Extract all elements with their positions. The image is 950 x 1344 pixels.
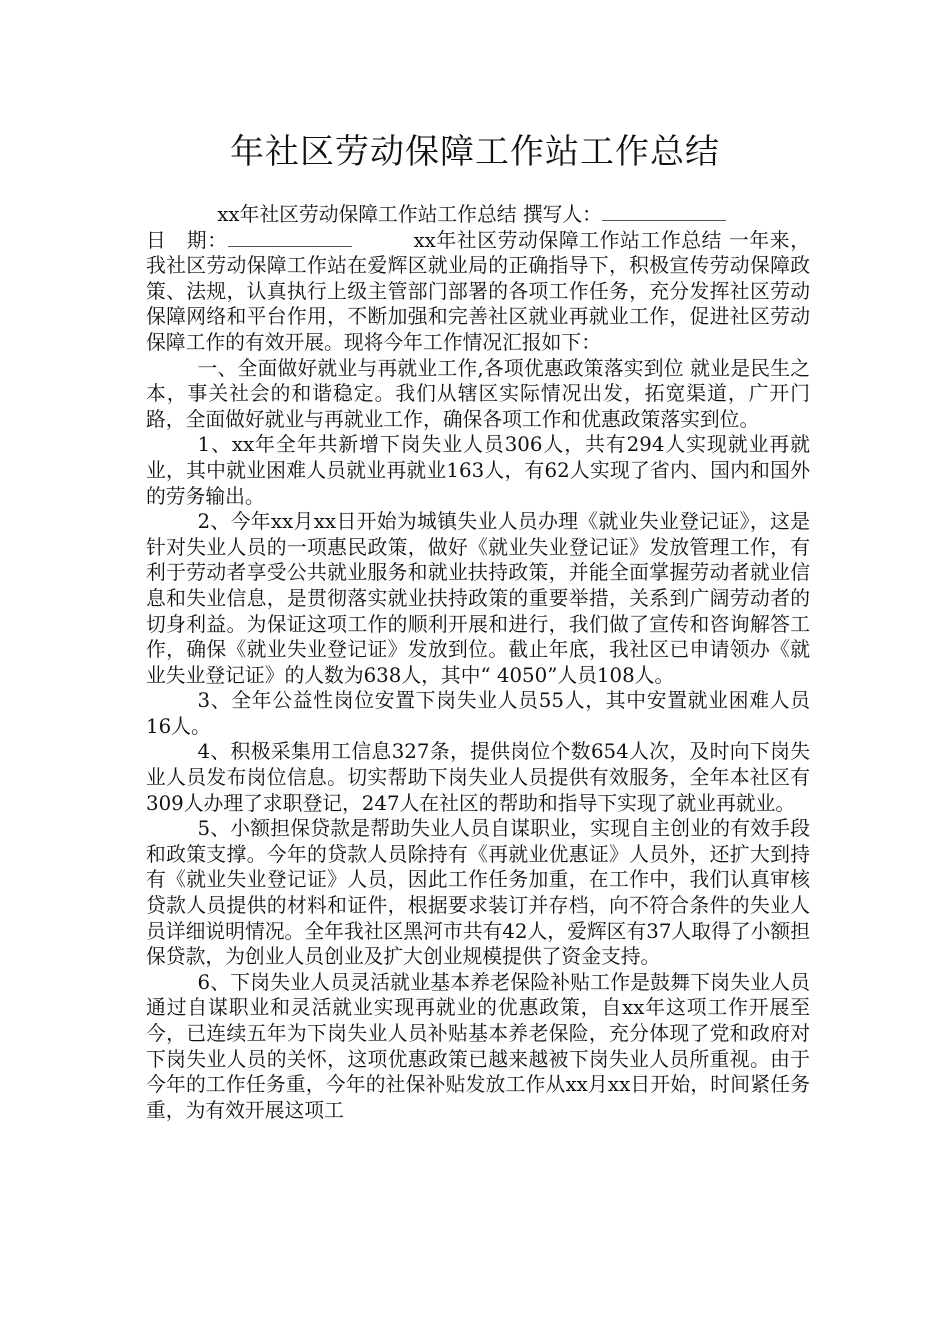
author-label: 撰写人： <box>522 203 602 226</box>
item-three-paragraph: 3、全年公益性岗位安置下岗失业人员55人，其中安置就业困难人员16人。 <box>146 689 810 738</box>
section-one-paragraph: 一、全面做好就业与再就业工作,各项优惠政策落实到位 就业是民生之本，事关社会的和谐稳定。我们从辖区实际情况出发，拓宽渠道，广开门路，全面做好就业与再就业工作，确保各项工作和优惠政策落实到位。 <box>146 356 810 431</box>
item-two-paragraph: 2、今年xx月xx日开始为城镇失业人员办理《就业失业登记证》，这是针对失业人员的一项惠民政策，做好《就业失业登记证》发放管理工作，有利于劳动者享受公共就业服务和就业扶持政策，并能全面掌握劳动者就业信息和失业信息，是贯彻落实就业扶持政策的重要举措，关系到广阔劳动者的切身利益。为保证这项工作的顺利开展和进行，我们做了宣传和咨询解答工作，确保《就业失业登记证》发放到位。截止年底，我社区已申请领办《就业失业登记证》的人数为638人，其中“ 4050”人员108人。 <box>146 510 810 687</box>
item-five-paragraph: 5、小额担保贷款是帮助失业人员自谋职业，实现自主创业的有效手段和政策支撑。今年的贷款人员除持有《再就业优惠证》人员外，还扩大到持有《就业失业登记证》人员，因此工作任务加重，在工作中，我们认真审核贷款人员提供的材料和证件，根据要求装订并存档，向不符合条件的失业人员详细说明情况。全年我社区黑河市共有42人，爱辉区有37人取得了小额担保贷款，为创业人员创业及扩大创业规模提供了资金支持。 <box>146 817 810 969</box>
author-blank-line <box>602 202 726 221</box>
item-six-paragraph: 6、下岗失业人员灵活就业基本养老保险补贴工作是鼓舞下岗失业人员通过自谋职业和灵活就业实现再就业的优惠政策，自xx年这项工作开展至今，已连续五年为下岗失业人员补贴基本养老保险，充分体现了党和政府对下岗失业人员的关怀，这项优惠政策已越来越被下岗失业人员所重视。由于今年的工作任务重，今年的社保补贴发放工作从xx月xx日开始，时间紧任务重，为有效开展这项工 <box>146 970 810 1122</box>
header-paragraph <box>146 202 810 356</box>
document-title: 年社区劳动保障工作站工作总结 <box>230 132 720 172</box>
document-body <box>146 202 810 1123</box>
item-four-paragraph: 4、积极采集用工信息327条，提供岗位个数654人次，及时向下岗失业人员发布岗位信息。切实帮助下岗失业人员提供有效服务，全年本社区有309人办理了求职登记，247人在社区的帮助和指导下实现了就业再就业。 <box>146 740 810 815</box>
date-blank-line <box>228 228 352 247</box>
date-label: 日 期： <box>146 228 228 252</box>
header-subtitle: xx年社区劳动保障工作站工作总结 <box>217 203 517 226</box>
intro-text: xx年社区劳动保障工作站工作总结 一年来，我社区劳动保障工作站在爱辉区就业局的正确指导下，积极宣传劳动保障政策、法规，认真执行上级主管部门部署的各项工作任务，充分发挥社区劳动保障网络和平台作用，不断加强和完善社区就业再就业工作，促进社区劳动保障工作的有效开展。现将今年工作情况汇报如下： <box>146 228 810 354</box>
item-one-paragraph: 1、xx年全年共新增下岗失业人员306人，共有294人实现就业再就业，其中就业困难人员就业再就业163人，有62人实现了省内、国内和国外的劳务输出。 <box>146 433 810 508</box>
